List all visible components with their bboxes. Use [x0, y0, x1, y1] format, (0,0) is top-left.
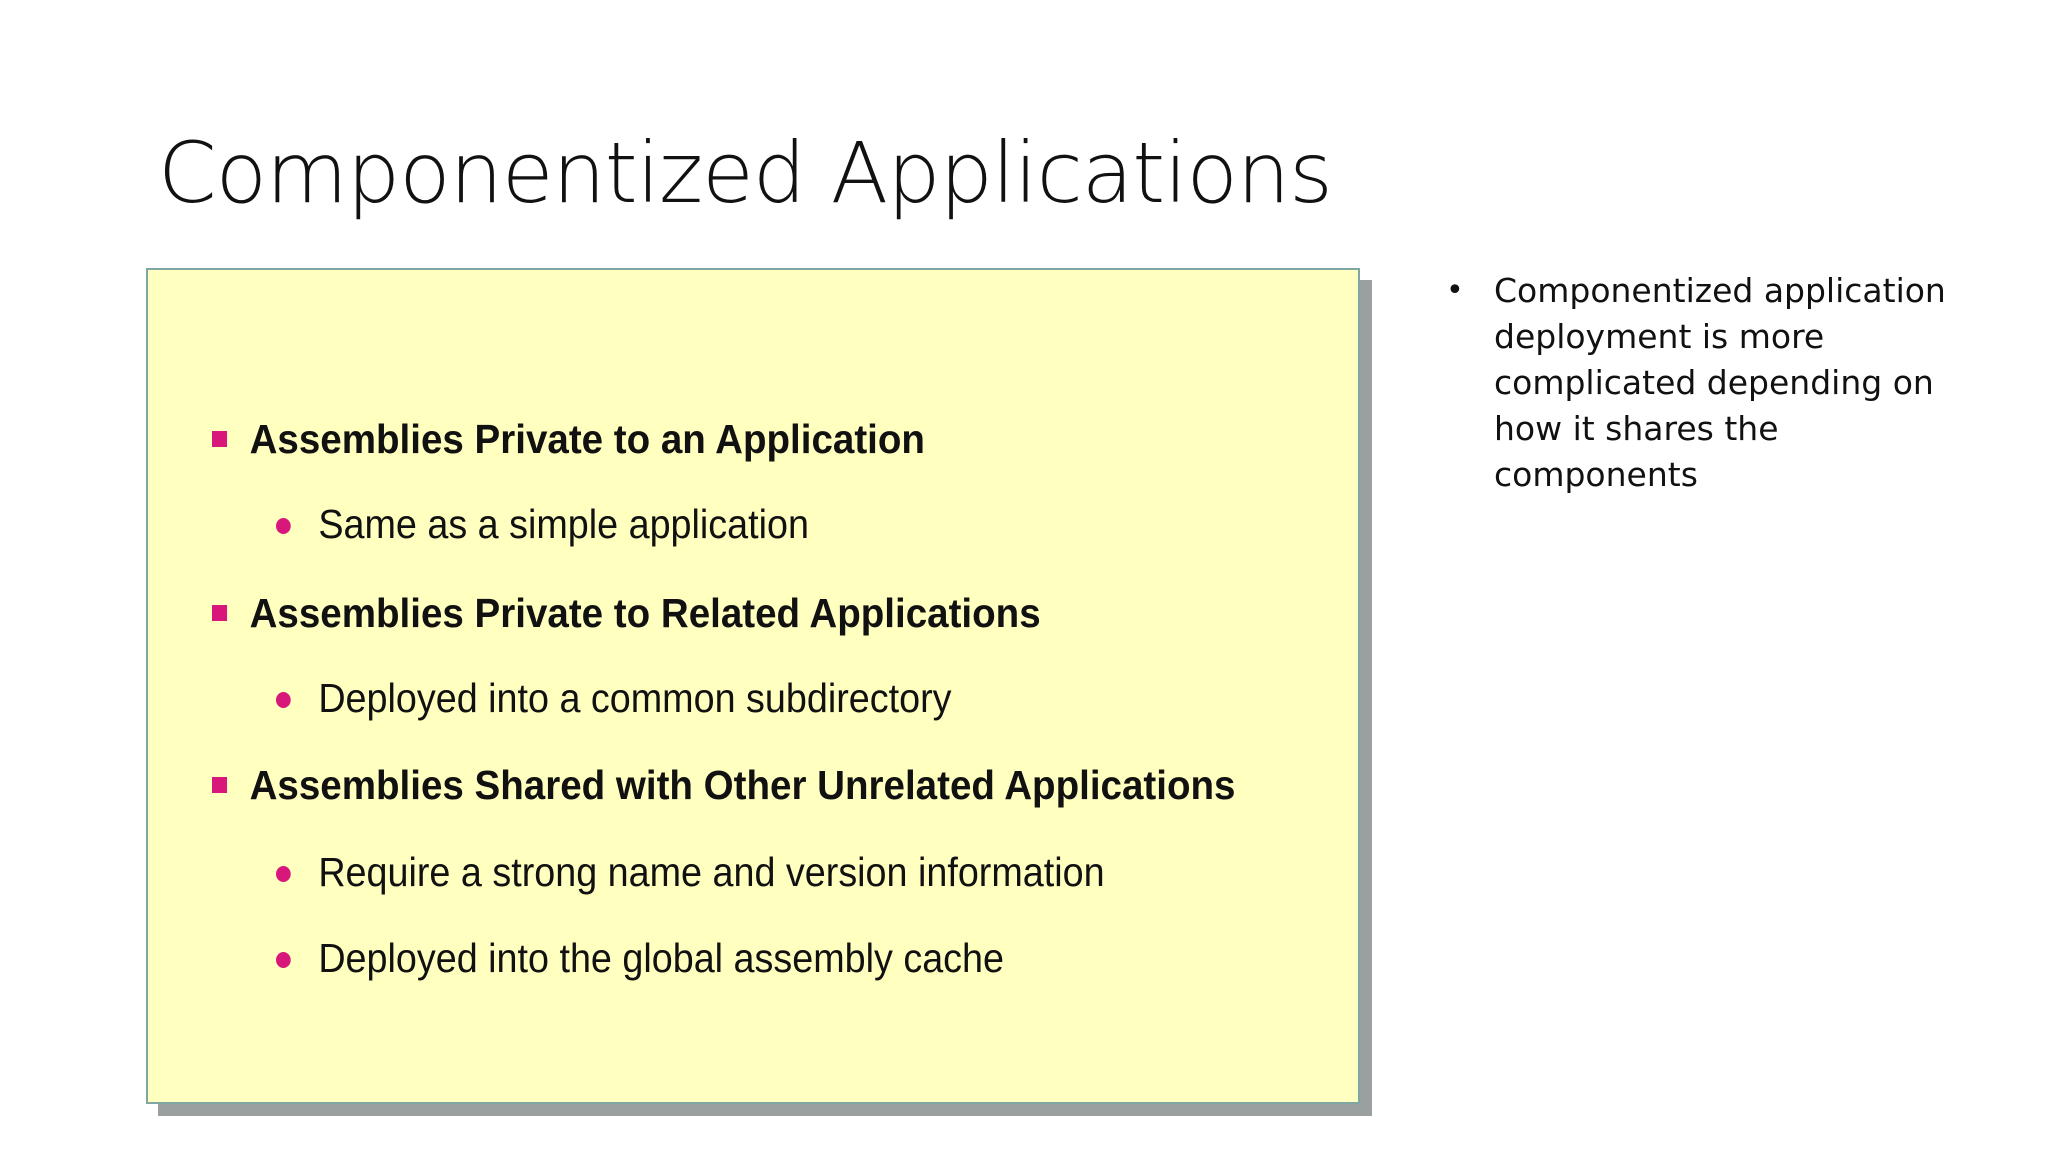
square-bullet-icon [212, 777, 227, 793]
dot-bullet-icon [276, 866, 291, 882]
list-item-level2 [276, 933, 1004, 983]
list-item-level1 [212, 760, 1235, 810]
dot-bullet-icon [276, 518, 291, 534]
list-item-text: Deployed into the global assembly cache [318, 935, 1004, 981]
square-bullet-icon [212, 605, 227, 621]
speaker-notes-list [1444, 268, 1964, 498]
content-card [146, 268, 1360, 1104]
list-item-text: Assemblies Private to an Application [249, 416, 925, 462]
bullet-icon: • [1446, 273, 1464, 308]
dot-bullet-icon [276, 692, 291, 708]
list-item-level2 [276, 673, 951, 723]
content-image [146, 268, 1360, 1104]
list-item-text: Deployed into a common subdirectory [318, 675, 952, 721]
list-item-text: Assemblies Shared with Other Unrelated Applications [249, 762, 1236, 808]
slide-title: Componentized Applications [158, 124, 1332, 222]
notes-item-text: Componentized application deployment is more complicated depending on how it shares the components [1494, 271, 1946, 494]
list-item-level1 [212, 588, 1041, 638]
list-item-level1 [212, 414, 925, 464]
notes-item [1444, 268, 1964, 498]
list-item-level2 [276, 847, 1105, 897]
list-item-level2 [276, 499, 809, 549]
content-list [148, 270, 1358, 1102]
list-item-text: Require a strong name and version information [318, 849, 1105, 895]
list-item-text: Same as a simple application [318, 501, 809, 547]
list-item-text: Assemblies Private to Related Applications [249, 590, 1041, 636]
square-bullet-icon [212, 431, 227, 447]
dot-bullet-icon [276, 952, 291, 968]
